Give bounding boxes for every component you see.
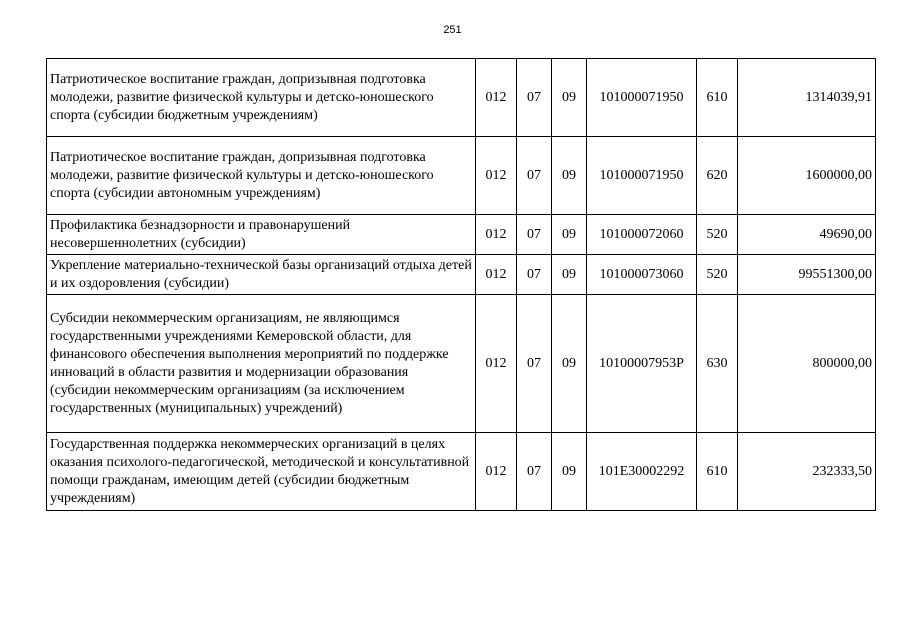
- expense-type: 520: [697, 255, 738, 295]
- amount: 232333,50: [738, 433, 876, 511]
- expense-type: 630: [697, 295, 738, 433]
- section-code: 07: [517, 215, 552, 255]
- section-code: 07: [517, 295, 552, 433]
- section-code: 07: [517, 433, 552, 511]
- expense-type: 610: [697, 433, 738, 511]
- expense-type: 620: [697, 137, 738, 215]
- row-name: Профилактика безнадзорности и правонарушений несовершеннолетних (субсидии): [47, 215, 476, 255]
- subsection-code: 09: [552, 137, 587, 215]
- ministry-code: 012: [476, 433, 517, 511]
- expense-type: 610: [697, 59, 738, 137]
- row-name: Субсидии некоммерческим организациям, не являющимся государственными учреждениями Кемеровской области, для финансового обеспечения выполнения мероприятий по поддержке инноваций в области развития и модернизации образования (субсидии некоммерческим организациям (за исключением государственных (муниципальных) учреждений): [47, 295, 476, 433]
- subsection-code: 09: [552, 255, 587, 295]
- ministry-code: 012: [476, 295, 517, 433]
- amount: 99551300,00: [738, 255, 876, 295]
- page-number: 251: [443, 24, 462, 36]
- target-article: 101000072060: [587, 215, 697, 255]
- budget-table: [46, 58, 876, 511]
- subsection-code: 09: [552, 295, 587, 433]
- target-article: 101000071950: [587, 137, 697, 215]
- row-name: Государственная поддержка некоммерческих организаций в целях оказания психолого-педагогической, методической и консультативной помощи гражданам, имеющим детей (субсидии бюджетным учреждениям): [47, 433, 476, 511]
- table-row: [47, 137, 876, 215]
- ministry-code: 012: [476, 137, 517, 215]
- section-code: 07: [517, 255, 552, 295]
- ministry-code: 012: [476, 215, 517, 255]
- row-name: Патриотическое воспитание граждан, допризывная подготовка молодежи, развитие физической культуры и детско-юношеского спорта (субсидии автономным учреждениям): [47, 137, 476, 215]
- subsection-code: 09: [552, 215, 587, 255]
- amount: 49690,00: [738, 215, 876, 255]
- amount: 1600000,00: [738, 137, 876, 215]
- section-code: 07: [517, 137, 552, 215]
- table-row: [47, 295, 876, 433]
- ministry-code: 012: [476, 59, 517, 137]
- subsection-code: 09: [552, 433, 587, 511]
- target-article: 10100007953Р: [587, 295, 697, 433]
- row-name: Патриотическое воспитание граждан, допризывная подготовка молодежи, развитие физической культуры и детско-юношеского спорта (субсидии бюджетным учреждениям): [47, 59, 476, 137]
- section-code: 07: [517, 59, 552, 137]
- table-row: [47, 215, 876, 255]
- table-row: [47, 59, 876, 137]
- row-name: Укрепление материально-технической базы организаций отдыха детей и их оздоровления (субсидии): [47, 255, 476, 295]
- target-article: 101000071950: [587, 59, 697, 137]
- amount: 1314039,91: [738, 59, 876, 137]
- table-row: [47, 255, 876, 295]
- ministry-code: 012: [476, 255, 517, 295]
- amount: 800000,00: [738, 295, 876, 433]
- target-article: 101E30002292: [587, 433, 697, 511]
- table-row: [47, 433, 876, 511]
- expense-type: 520: [697, 215, 738, 255]
- subsection-code: 09: [552, 59, 587, 137]
- target-article: 101000073060: [587, 255, 697, 295]
